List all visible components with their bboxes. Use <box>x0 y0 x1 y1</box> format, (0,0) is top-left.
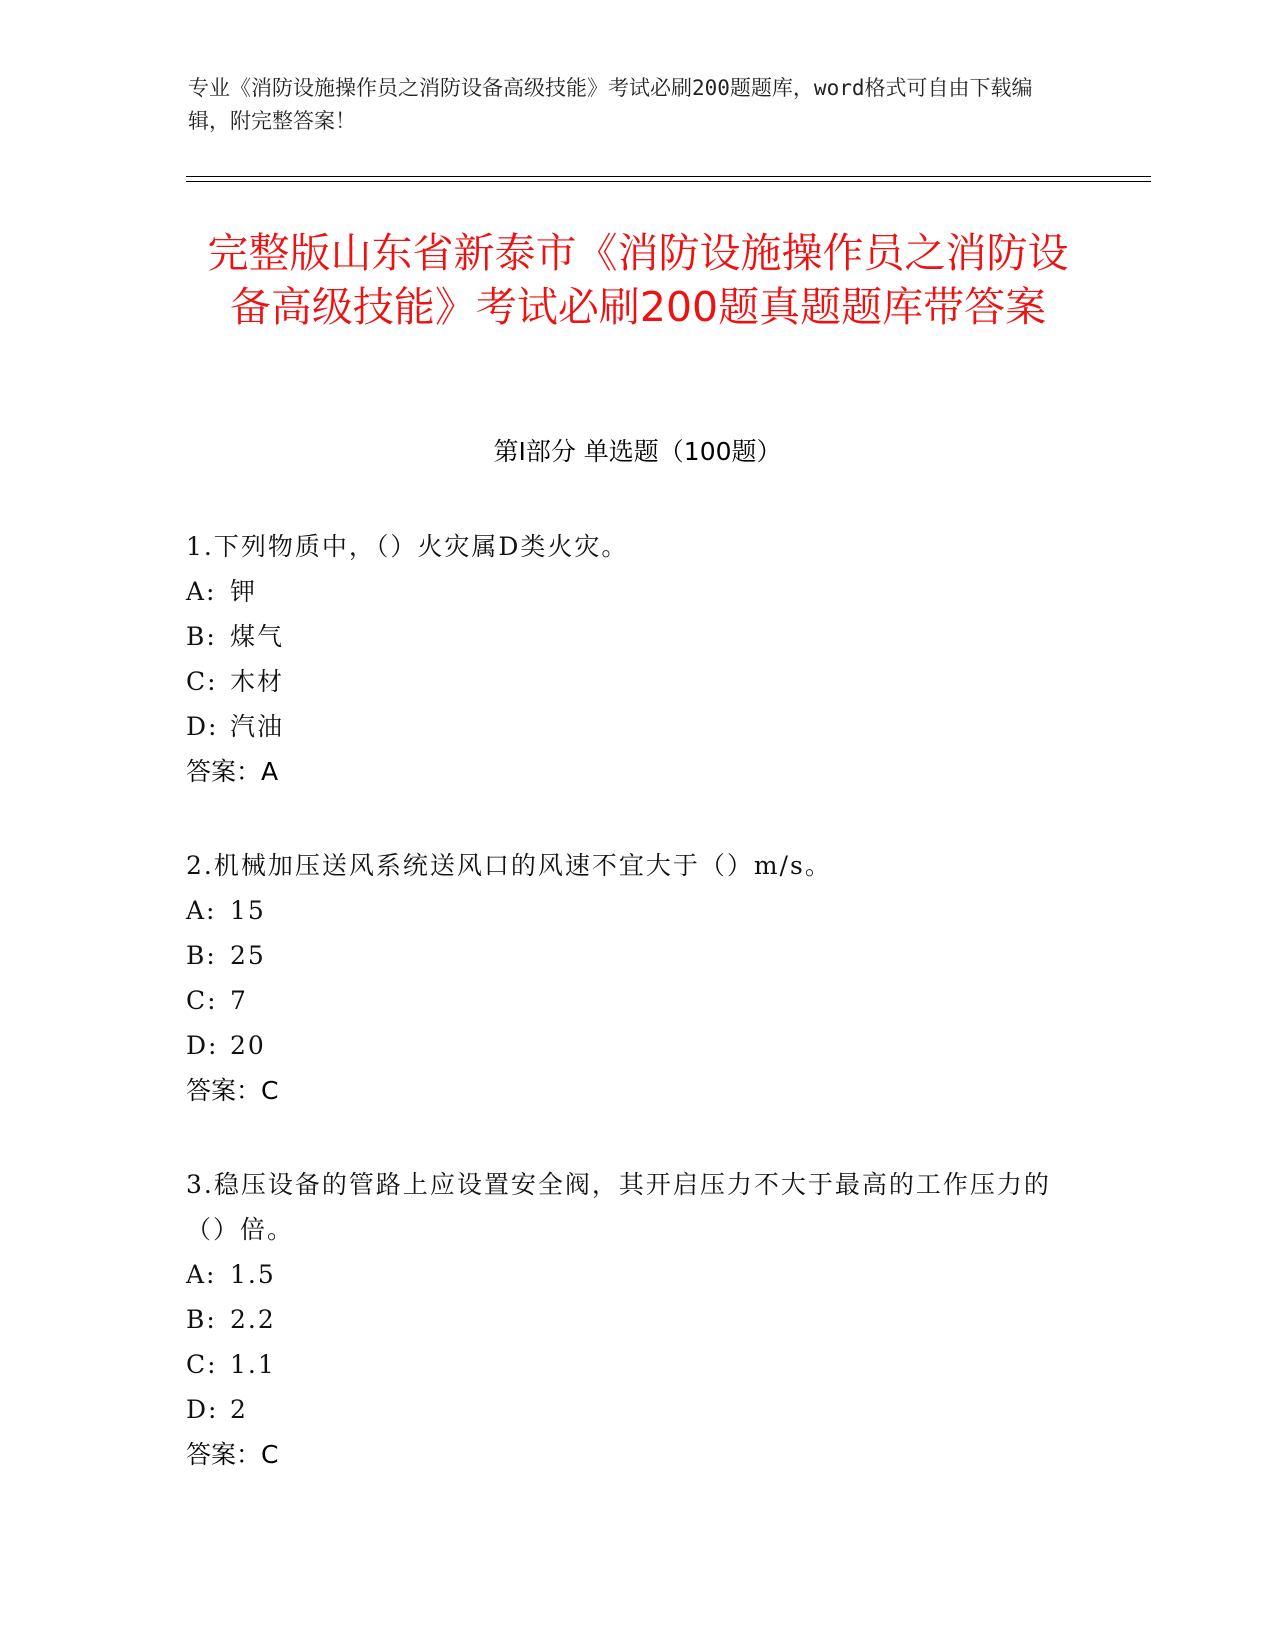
option-b <box>186 1297 1066 1342</box>
option-a <box>186 888 1066 933</box>
option-a <box>186 569 1066 614</box>
option-text: 25 <box>230 941 266 970</box>
question-stem: 3.稳压设备的管路上应设置安全阀，其开启压力不大于最高的工作压力的（）倍。 <box>186 1170 1051 1244</box>
option-label: C: <box>186 986 218 1015</box>
option-label: C: <box>186 667 218 696</box>
option-text: 2.2 <box>230 1305 276 1334</box>
section-heading: 第I部分 单选题（100题） <box>493 437 782 466</box>
option-text: 15 <box>230 896 266 925</box>
option-label: D: <box>186 1395 219 1424</box>
question-stem: 1.下列物质中，（）火灾属D类火灾。 <box>186 532 629 561</box>
option-text: 1.1 <box>230 1350 276 1379</box>
option-d <box>186 1387 1066 1432</box>
option-c <box>186 978 1066 1023</box>
option-text: 汽油 <box>230 712 285 741</box>
document-title: 完整版山东省新泰市《消防设施操作员之消防设备高级技能》考试必刷200题真题题库带答案 <box>207 229 1069 331</box>
option-c <box>186 659 1066 704</box>
option-c <box>186 1342 1066 1387</box>
option-d <box>186 1023 1066 1068</box>
option-a <box>186 1252 1066 1297</box>
answer-line: 答案：C <box>186 1440 279 1469</box>
option-text: 20 <box>230 1031 266 1060</box>
option-text: 木材 <box>230 667 285 696</box>
header-divider-bottom <box>186 181 1151 182</box>
option-text: 2 <box>230 1395 248 1424</box>
question-stem: 2.机械加压送风系统送风口的风速不宜大于（）m/s。 <box>186 851 832 880</box>
header-divider-top <box>186 176 1151 177</box>
option-label: C: <box>186 1350 218 1379</box>
option-label: A: <box>186 577 217 606</box>
question-item <box>186 1162 1066 1477</box>
option-d <box>186 704 1066 749</box>
option-text: 钾 <box>230 577 258 606</box>
option-label: A: <box>186 896 217 925</box>
option-text: 1.5 <box>230 1260 276 1289</box>
option-text: 7 <box>230 986 248 1015</box>
option-text: 煤气 <box>230 622 285 651</box>
option-label: B: <box>186 1305 217 1334</box>
option-label: D: <box>186 712 219 741</box>
option-b <box>186 933 1066 978</box>
option-label: B: <box>186 622 217 651</box>
question-item <box>186 843 1066 1113</box>
intro-text: 专业《消防设施操作员之消防设备高级技能》考试必刷200题题库，word格式可自由下载编辑，附完整答案！ <box>188 76 1033 133</box>
answer-line: 答案：A <box>186 757 279 786</box>
option-b <box>186 614 1066 659</box>
option-label: D: <box>186 1031 219 1060</box>
option-label: A: <box>186 1260 217 1289</box>
answer-line: 答案：C <box>186 1076 279 1105</box>
option-label: B: <box>186 941 217 970</box>
question-item <box>186 524 1066 794</box>
